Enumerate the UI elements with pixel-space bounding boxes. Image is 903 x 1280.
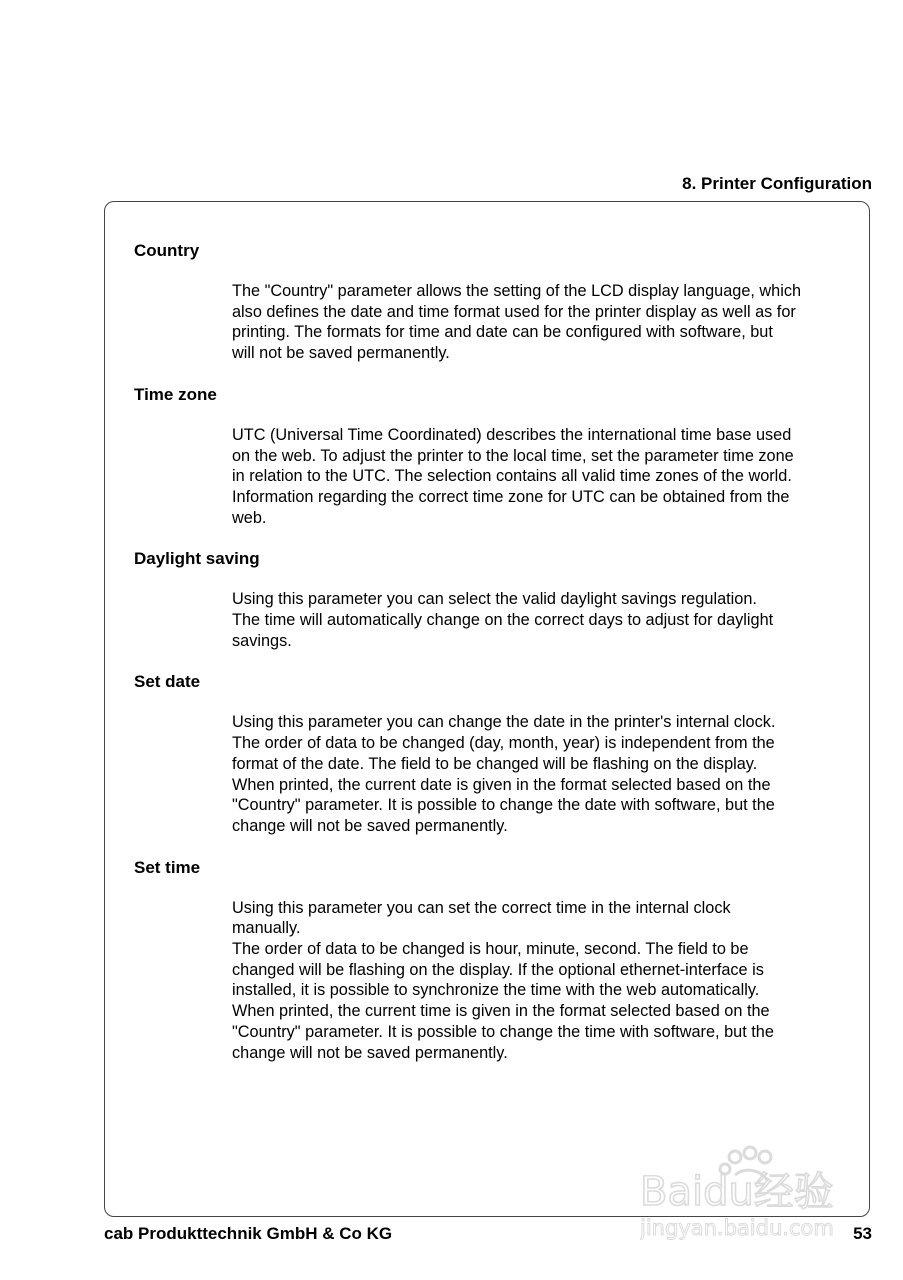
parameter-title: Set time bbox=[134, 857, 201, 877]
parameter-description: The "Country" parameter allows the setting of the LCD display language, which also defines the date and time format used for the printer display as well as for printing. The formats for time and date can be configured with software, but will not be saved permanently. bbox=[232, 282, 802, 363]
parameter-set-date bbox=[134, 671, 844, 836]
watermark-url-text: jingyan.baidu.com bbox=[640, 1216, 834, 1240]
section-title: 8. Printer Configuration bbox=[682, 174, 872, 193]
parameter-title: Daylight saving bbox=[134, 549, 260, 569]
parameter-title: Time zone bbox=[134, 384, 217, 404]
parameter-daylight-saving bbox=[134, 548, 844, 651]
parameter-description: UTC (Universal Time Coordinated) describes the international time base used on the web. To adjust the printer to the local time, set the parameter time zone in relation to the UTC. The selection contains all valid time zones of the world. Information regarding the correct time zone for UTC can be obtained from the web. bbox=[232, 425, 794, 527]
parameter-description: Using this parameter you can set the correct time in the internal clock manually. The order of data to be changed is hour, minute, second. The field to be changed will be flashing on the display. If the optional ethernet-interface is installed, it is possible to synchronize the time with the web automatically. When printed, the current time is given in the format selected based on the "Country" parameter. It is possible to change the time with software, but the change will not be saved permanently. bbox=[232, 898, 774, 1062]
footer-company: cab Produkttechnik GmbH & Co KG bbox=[104, 1224, 393, 1243]
page-number: 53 bbox=[853, 1224, 872, 1243]
watermark-logo-text: Baidu经验 bbox=[640, 1169, 834, 1215]
baidu-watermark-logo bbox=[640, 1145, 850, 1245]
parameter-description: Using this parameter you can select the valid daylight savings regulation. The time will automatically change on the correct days to adjust for daylight savings. bbox=[232, 590, 774, 650]
parameter-description: Using this parameter you can change the date in the printer's internal clock. The order of data to be changed (day, month, year) is independent from the format of the date. The field to be changed will be flashing on the display. When printed, the current date is given in the format selected based on the "Country" parameter. It is possible to change the date with software, but the change will not be saved permanently. bbox=[232, 713, 776, 835]
parameter-title: Set date bbox=[134, 672, 201, 692]
parameter-set-time bbox=[134, 857, 844, 1064]
parameter-list bbox=[134, 240, 844, 1083]
parameter-country bbox=[134, 240, 844, 364]
parameter-time-zone bbox=[134, 384, 844, 529]
parameter-title: Country bbox=[134, 241, 200, 260]
